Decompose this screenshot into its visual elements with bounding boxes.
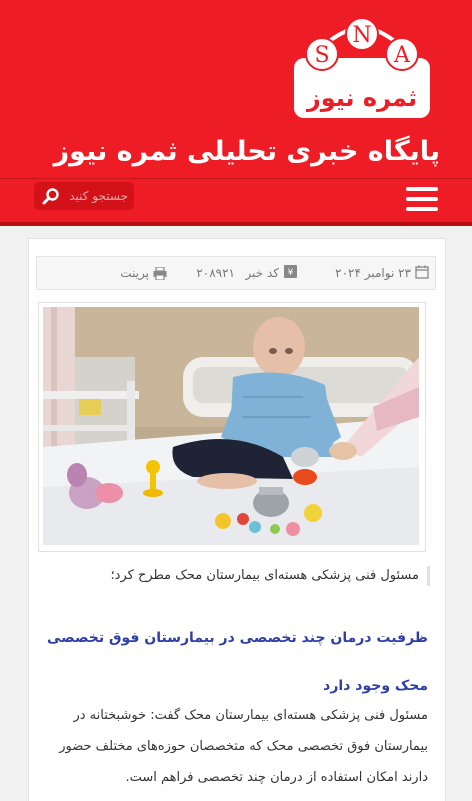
site-title: پایگاه خبری تحلیلی ثمره نیوز [53, 136, 440, 167]
article-image [43, 307, 419, 545]
print-icon[interactable] [153, 267, 167, 280]
header-bottom-border [0, 222, 472, 226]
search-box[interactable] [34, 182, 134, 210]
article-headline[interactable]: ظرفیت درمان چند تخصصی در بیمارستان فوق تخصصی محک وجود دارد [47, 630, 428, 694]
search-icon[interactable] [42, 187, 60, 205]
svg-text:¥: ¥ [287, 268, 294, 278]
nav-divider [0, 178, 472, 179]
news-code: ۲۰۸۹۲۱ [196, 266, 235, 280]
calendar-icon [415, 265, 429, 279]
logo-letter-n: N [352, 23, 372, 48]
news-code-icon [284, 265, 297, 278]
search-input[interactable] [62, 186, 128, 206]
logo-letter-a: A [394, 43, 410, 68]
logo-text: ثمره نیوز [306, 84, 418, 112]
print-link[interactable]: پرینت [120, 266, 149, 280]
site-logo[interactable] [292, 14, 432, 120]
hamburger-menu-icon[interactable] [404, 183, 440, 215]
news-code-label: کد خبر [245, 266, 279, 280]
article-lead: مسئول فنی پزشکی هسته‌ای بیمارستان محک مطرح کرد؛ [39, 566, 430, 586]
article-date: ۲۳ نوامبر ۲۰۲۴ [335, 266, 411, 280]
article-body: مسئول فنی پزشکی هسته‌ای بیمارستان محک گفت: خوشبختانه در بیمارستان فوق تخصصی محک که متخصصان حوزه‌های مختلف حضور دارند امکان استفاده از درمان چند تخصصی فراهم است. [59, 708, 428, 785]
article-meta-bar [36, 256, 436, 290]
site-header [0, 0, 472, 226]
logo-letter-s: S [314, 43, 330, 68]
